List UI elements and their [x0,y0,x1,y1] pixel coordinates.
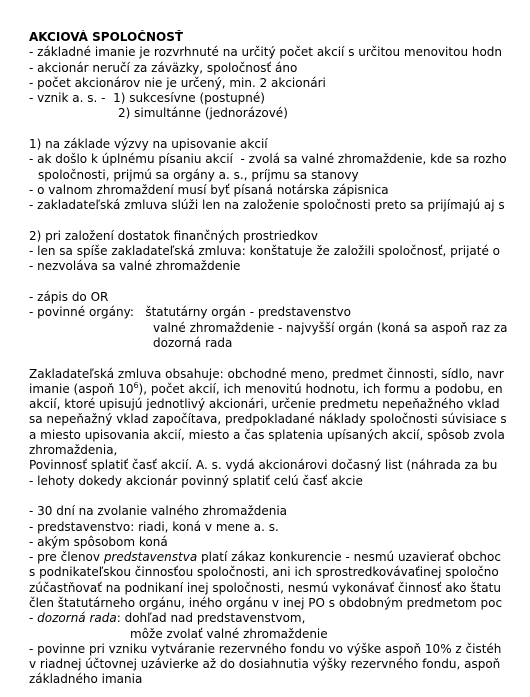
organ-item: dozorná rada [153,335,233,350]
text-line: 1) na základe výzvy na upisovanie akcií [29,137,268,152]
text-span: : dohľad nad predstavenstvom, [116,611,306,626]
blank-line [29,275,530,290]
text-line: môže zvolať valné zhromaždenie [130,626,328,641]
text-line [29,382,530,397]
text-span: - [29,611,38,626]
blank-line [29,122,530,137]
text-line: - ak došlo k úplnému písaniu akcií - zvolá sa valné zhromaždenie, kde sa rozho [29,152,507,167]
organ-item: valné zhromaždenie - najvyšší orgán (koná sa aspoň raz za [153,320,508,335]
italic-term: dozorná rada [37,611,117,626]
text-line: základného imania [29,672,143,687]
text-line: 2) simultánne (jednorázové) [118,106,288,121]
text-line: zúčastňovať na podnikaní inej spoločnosti, nesmú vykonávať činnosť ako štatu [29,580,501,595]
text-line: akcií, ktoré upisujú jednotlivý akcionári, určenie predmetu nepeňažného vklad [29,397,500,412]
text-line: - o valnom zhromaždení musí byť písaná notárska zápisnica [29,182,389,197]
document-body [29,30,530,688]
text-line: - predstavenstvo: riadi, koná v mene a. s. [29,519,279,534]
text-line [29,611,530,626]
blank-line [29,489,530,504]
text-line: 2) pri založení dostatok finančných prostriedkov [29,228,318,243]
text-line: - akcionár neručí za záväzky, spoločnosť áno [29,60,298,75]
text-line: - lehoty dokedy akcionár povinný splatiť celú časť akcie [29,473,363,488]
text-line: zhromaždenia, [29,443,118,458]
text-line: - 30 dní na zvolanie valného zhromaždenia [29,504,288,519]
text-line: v riadnej účtovnej uzávierke až do dosiahnutia výšky rezervného fondu, aspoň [29,657,501,672]
text-line [29,305,530,320]
text-line: - zápis do OR [29,290,109,305]
superscript: 6 [133,380,139,390]
blank-line [29,214,530,229]
blank-line [29,351,530,366]
italic-term: predstavenstva [103,550,198,565]
organs-label: - povinné orgány: [29,305,134,320]
text-line: Zakladateľská zmluva obsahuje: obchodné meno, predmet činnosti, sídlo, navr [29,366,504,381]
text-line: - počet akcionárov nie je určený, min. 2 akcionári [29,75,326,90]
text-line: - základné imanie je rozvrhnuté na určitý počet akcií s určitou menovitou hodn [29,45,503,60]
text-line [29,550,530,565]
text-line: Povinnosť splatiť časť akcií. A. s. vydá akcionárovi dočasný list (náhrada za bu [29,458,498,473]
document-title: AKCIOVÁ SPOLOČNOSŤ [29,30,184,44]
text-line: - akým spôsobom koná [29,534,168,549]
organ-item: štatutárny orgán - predstavenstvo [145,305,351,320]
text-line: - vznik a. s. - 1) sukcesívne (postupné) [29,91,265,106]
text-line: sa nepeňažný vklad započítava, predpokladané náklady spoločnosti súvisiace s [29,412,507,427]
text-line: - zakladateľská zmluva slúži len na založenie spoločnosti preto sa prijímajú aj s [29,198,505,213]
text-line: - povinne pri vzniku vytváranie rezervného fondu vo výške aspoň 10% z čistéh [29,641,502,656]
text-line: a miesto upisovania akcií, miesto a čas splatenia upísaných akcií, spôsob zvola [29,427,505,442]
text-line: - nezvoláva sa valné zhromaždenie [29,259,241,274]
text-line: člen štatutárneho orgánu, iného orgánu v inej PO s obdobným predmetom poc [29,595,503,610]
text-line: - len sa spíše zakladateľská zmluva: konštatuje že založili spoločnosť, prijaté o [29,244,500,259]
text-span: - pre členov [29,550,104,565]
text-span: ), počet akcií, ich menovitú hodnotu, ich formu a podobu, en [138,381,503,396]
text-span: platí zákaz konkurencie - nesmú uzavierať obchoc [197,550,501,565]
text-line: s podnikateľskou činnosťou spoločnosti, ani ich sprostredkovávaťinej spoločno [29,565,499,580]
text-line: spoločnosti, prijmú sa orgány a. s., príjmu sa stanovy [38,167,359,182]
text-span: imanie (aspoň 10 [29,381,134,396]
